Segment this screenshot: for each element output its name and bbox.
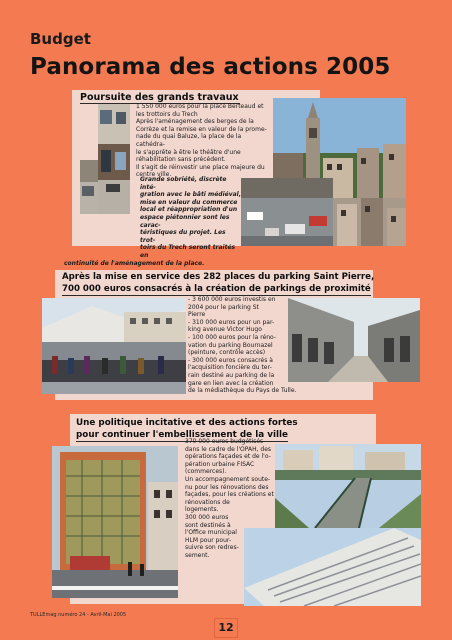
block2-line: - 3 600 000 euros investis en [188,296,276,303]
block2-line: king avenue Victor Hugo [188,326,262,334]
block2-line: - 100 000 euros pour la réno- [188,333,277,341]
block1-line: nade du quai Baluze, la place de la cathédra- [136,133,242,148]
block1-line: centre ville. [136,171,172,179]
block1-italic-line: mise en valeur du commerce [140,198,238,206]
section-label: Budget [30,30,91,48]
block2-line: vation du parking Bournazel [188,341,273,349]
block1-line: réhabilitation sans précédent. [136,156,226,164]
block3-line: sont destinés à [185,521,231,529]
block3-line: Un accompagnement soute- [185,475,271,483]
block2-line: Pierre [188,311,206,319]
block3-line: rénovations de [185,498,230,506]
block3-line: 370 000 euros budgétisés [185,438,264,445]
block1-line: Après l'aménagement des berges de la [136,118,254,126]
block1-photo-square [241,178,333,246]
block1-italic-line: téristiques du projet. Les trot- [140,229,226,244]
block3-line: dans le cadre de l'OPAH, des [185,445,272,453]
page-title: Panorama des actions 2005 [30,54,391,80]
block3-line: façades, pour les créations et [185,491,274,499]
block2-body [188,296,297,395]
page-number-badge [214,618,238,638]
block2-heading-line1: Après la mise en service des 282 places du parking Saint Pierre, [62,272,375,282]
block1-line: Il s'agit de réinvestir une place majeure du [136,163,265,171]
block2-line: de la médiathèque du Pays de Tulle. [188,387,297,395]
block3-line: opérations façades et de l'o- [185,453,271,461]
block2-photo-garages [288,298,420,382]
block1-italic-line: toirs du Trech seront traités en [140,244,236,259]
block3-photo-footbridge [275,444,421,528]
block3-line: sement. [185,551,210,559]
block3-line: nu pour les rénovations des [185,483,269,491]
block3-line: pération urbaine FISAC [185,460,255,468]
block3-photo-hlm [244,528,421,606]
block3-line: l'Office municipal [185,529,237,537]
block1-heading: Poursuite des grands travaux [80,92,239,103]
block2-line: - 310 000 euros pour un par- [188,318,275,326]
block3-photo-scaffolding [52,446,178,598]
block2-line: - 300 000 euros consacrés à [188,356,273,364]
block3-line: HLM pour pour- [185,536,232,544]
block3-line: (commerces). [185,468,227,476]
block3-line: 300 000 euros [185,513,229,521]
block3-line: suivre son redres- [185,544,239,552]
block1-photo-houses [333,198,406,246]
block3-line: logements. [185,506,219,514]
block2-line: (peinture, contrôle accès) [188,349,266,357]
block2-line: gare en lien avec la création [188,379,274,387]
block1-line: Corrèze et la remise en valeur de la prome- [136,125,267,133]
block1-italic-line: gration avec le bâti médiéval, [140,191,241,199]
block1-body [136,103,271,179]
block3-heading-line2: pour continuer l'embellissement de la ville [76,430,288,440]
block2-photo-crowd [42,298,186,394]
block2-line: rain destiné au parking de la [188,371,275,379]
block3-heading-line1: Une politique incitative et des actions fortes [76,418,298,428]
page-number: 12 [218,621,234,634]
block1-italic-line: local et réappropriation d'un [140,206,238,214]
block1-italic [64,176,242,267]
block2-line: l'acquisition foncière du ter- [188,364,272,372]
block2-heading-line2: 700 000 euros consacrés à la création de parkings de proximité [62,284,371,294]
block1-line: 1 550 000 euros pour la place Berteaud et [136,103,264,110]
block1-italic-line: espace piétonnier sont les carac- [140,213,230,229]
footer-credit: TULLEmag numéro 24 - Avril-Mai 2005 [30,612,127,618]
block2-line: 2004 pour le parking St [188,303,259,311]
block1-line: le s'apprête à être le théâtre d'une [136,148,241,156]
block1-line: les trottoirs du Trech [136,110,198,118]
block1-italic-line: continuité de l'aménagement de la place. [64,259,205,267]
block1-italic-line: Grande sobriété, discrète inté- [140,176,227,191]
